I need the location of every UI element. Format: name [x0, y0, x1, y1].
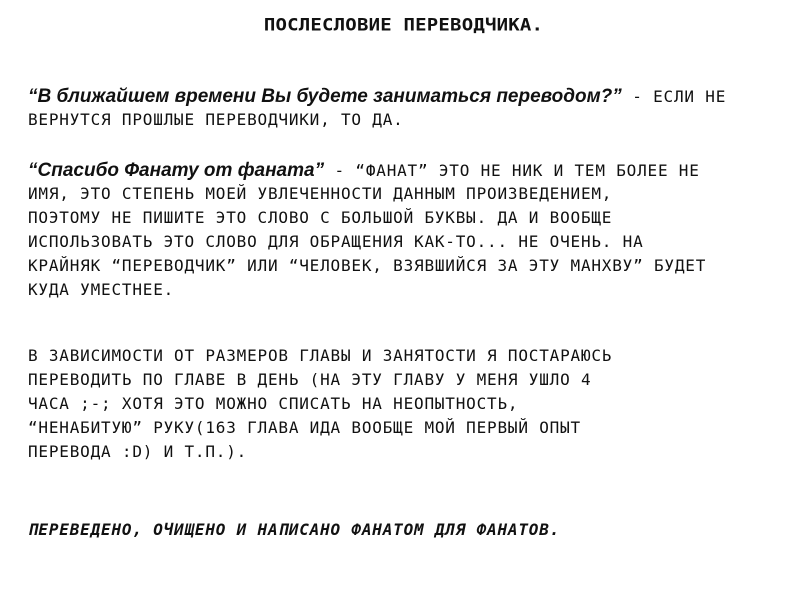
credit-line: ПЕРЕВЕДЕНО, ОЧИЩЕНО И НАПИСАНО ФАНАТОМ ДЛЯ ФАНАТОВ.: [28, 520, 561, 539]
thanks-line-3: ПОЭТОМУ НЕ ПИШИТЕ ЭТО СЛОВО С БОЛЬШОЙ БУКВЫ. ДА И ВООБЩЕ: [28, 208, 613, 227]
thanks-quote: “Спасибо Фанату от фаната”: [28, 160, 325, 181]
thanks-line-2: ИМЯ, ЭТО СТЕПЕНЬ МОЕЙ УВЛЕЧЕННОСТИ ДАННЫМ ПРОИЗВЕДЕНИЕМ,: [28, 184, 613, 203]
question-line-1: [28, 84, 780, 108]
thanks-paragraph: [28, 158, 780, 302]
schedule-line-4: “НЕНАБИТУЮ” РУКУ(163 ГЛАВА ИДА ВООБЩЕ МОЙ ПЕРВЫЙ ОПЫТ: [28, 418, 581, 437]
question-answer-line-2: ВЕРНУТСЯ ПРОШЛЫЕ ПЕРЕВОДЧИКИ, ТО ДА.: [28, 110, 404, 129]
question-quote: “В ближайшем времени Вы будете заниматься переводом?”: [28, 86, 622, 107]
schedule-line-2: ПЕРЕВОДИТЬ ПО ГЛАВЕ В ДЕНЬ (НА ЭТУ ГЛАВУ У МЕНЯ УШЛО 4: [28, 370, 592, 389]
page-title: ПОСЛЕСЛОВИЕ ПЕРЕВОДЧИКА.: [263, 15, 544, 35]
thanks-line-4: ИСПОЛЬЗОВАТЬ ЭТО СЛОВО ДЛЯ ОБРАЩЕНИЯ КАК-ТО... НЕ ОЧЕНЬ. НА: [28, 232, 644, 251]
question-paragraph: [28, 84, 780, 132]
credit-paragraph: [28, 518, 780, 542]
schedule-line-5: ПЕРЕВОДА :D) И Т.П.).: [28, 442, 248, 461]
thanks-line-1: [28, 158, 780, 182]
schedule-line-3: ЧАСА ;-; ХОТЯ ЭТО МОЖНО СПИСАТЬ НА НЕОПЫТНОСТЬ,: [28, 394, 519, 413]
question-answer-start: - ЕСЛИ НЕ: [621, 87, 727, 106]
thanks-line-1-rest: - “ФАНАТ” ЭТО НЕ НИК И ТЕМ БОЛЕЕ НЕ: [324, 161, 700, 180]
schedule-line-1: В ЗАВИСИМОСТИ ОТ РАЗМЕРОВ ГЛАВЫ И ЗАНЯТОСТИ Я ПОСТАРАЮСЬ: [28, 346, 613, 365]
thanks-line-5: КРАЙНЯК “ПЕРЕВОДЧИК” ИЛИ “ЧЕЛОВЕК, ВЗЯВШИЙСЯ ЗА ЭТУ МАНХВУ” БУДЕТ: [28, 256, 707, 275]
thanks-line-6: КУДА УМЕСТНЕЕ.: [28, 280, 175, 299]
schedule-paragraph: [28, 344, 780, 464]
